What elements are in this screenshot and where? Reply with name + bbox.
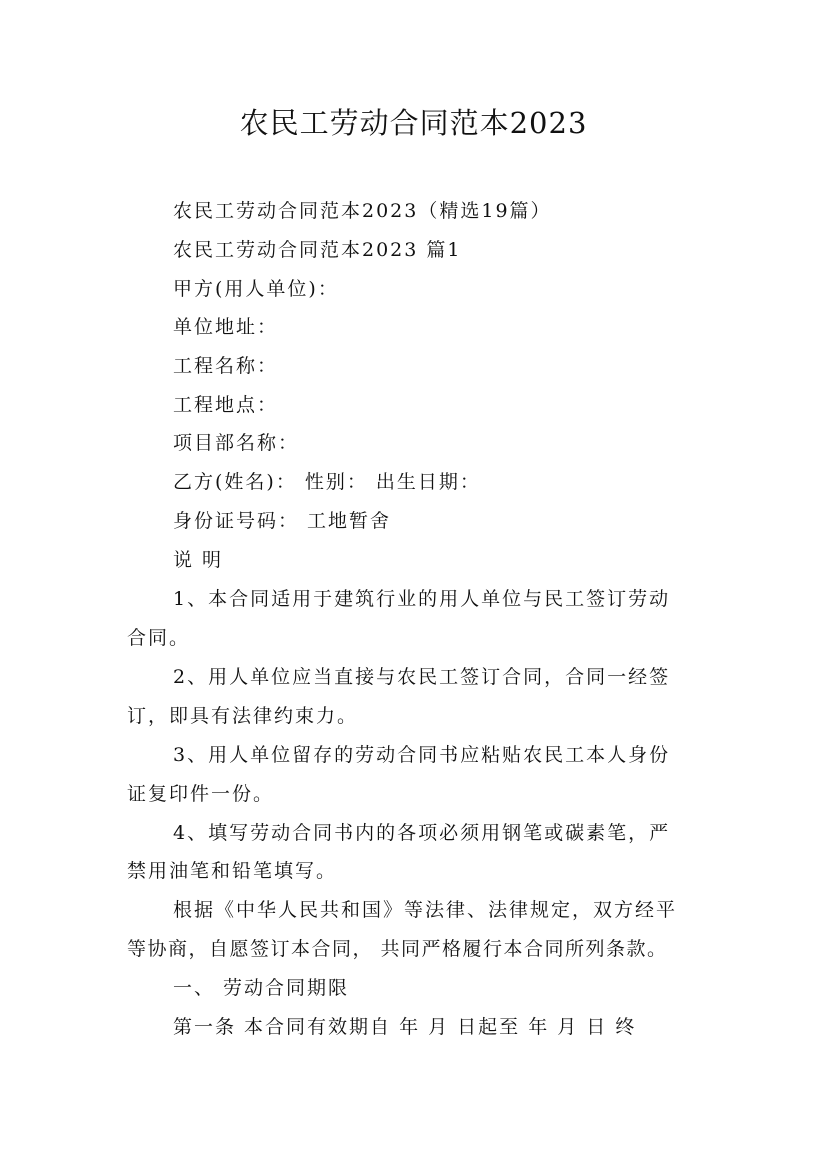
text-line: 第一条 本合同有效期自 年 月 日起至 年 月 日 终 — [173, 1016, 637, 1038]
text-line: 单位地址： — [173, 316, 279, 338]
text-line: 说 明 — [173, 549, 224, 571]
text-line: 工程名称： — [173, 355, 279, 377]
text-line: 工程地点： — [173, 394, 279, 416]
text-line: 禁用油笔和铅笔填写。 — [127, 860, 338, 882]
text-line: 证复印件一份。 — [127, 783, 275, 805]
text-line: 3、用人单位留存的劳动合同书应粘贴农民工本人身份 — [173, 744, 671, 766]
text-line: 订，即具有法律约束力。 — [127, 705, 359, 727]
text-line: 4、填写劳动合同书内的各项必须用钢笔或碳素笔，严 — [173, 822, 671, 844]
text-line: 2、用人单位应当直接与农民工签订合同，合同一经签 — [173, 666, 671, 688]
text-line: 甲方(用人单位)： — [173, 278, 339, 300]
text-line: 乙方(姓名)： 性别： 出生日期： — [173, 471, 481, 493]
text-line: 合同。 — [127, 627, 191, 649]
text-line: 等协商，自愿签订本合同， 共同严格履行本合同所列条款。 — [127, 938, 668, 960]
text-line: 1、本合同适用于建筑行业的用人单位与民工签订劳动 — [173, 588, 671, 610]
document-title: 农民工劳动合同范本2023 — [239, 106, 588, 140]
text-line: 项目部名称： — [173, 432, 300, 454]
text-line: 农民工劳动合同范本2023 篇1 — [173, 239, 462, 261]
text-line: 身份证号码： 工地暂舍 — [173, 510, 392, 532]
text-line: 农民工劳动合同范本2023（精选19篇） — [173, 200, 552, 222]
text-line: 一、 劳动合同期限 — [173, 977, 350, 999]
text-line: 根据《中华人民共和国》等法律、法律规定，双方经平 — [173, 899, 678, 921]
